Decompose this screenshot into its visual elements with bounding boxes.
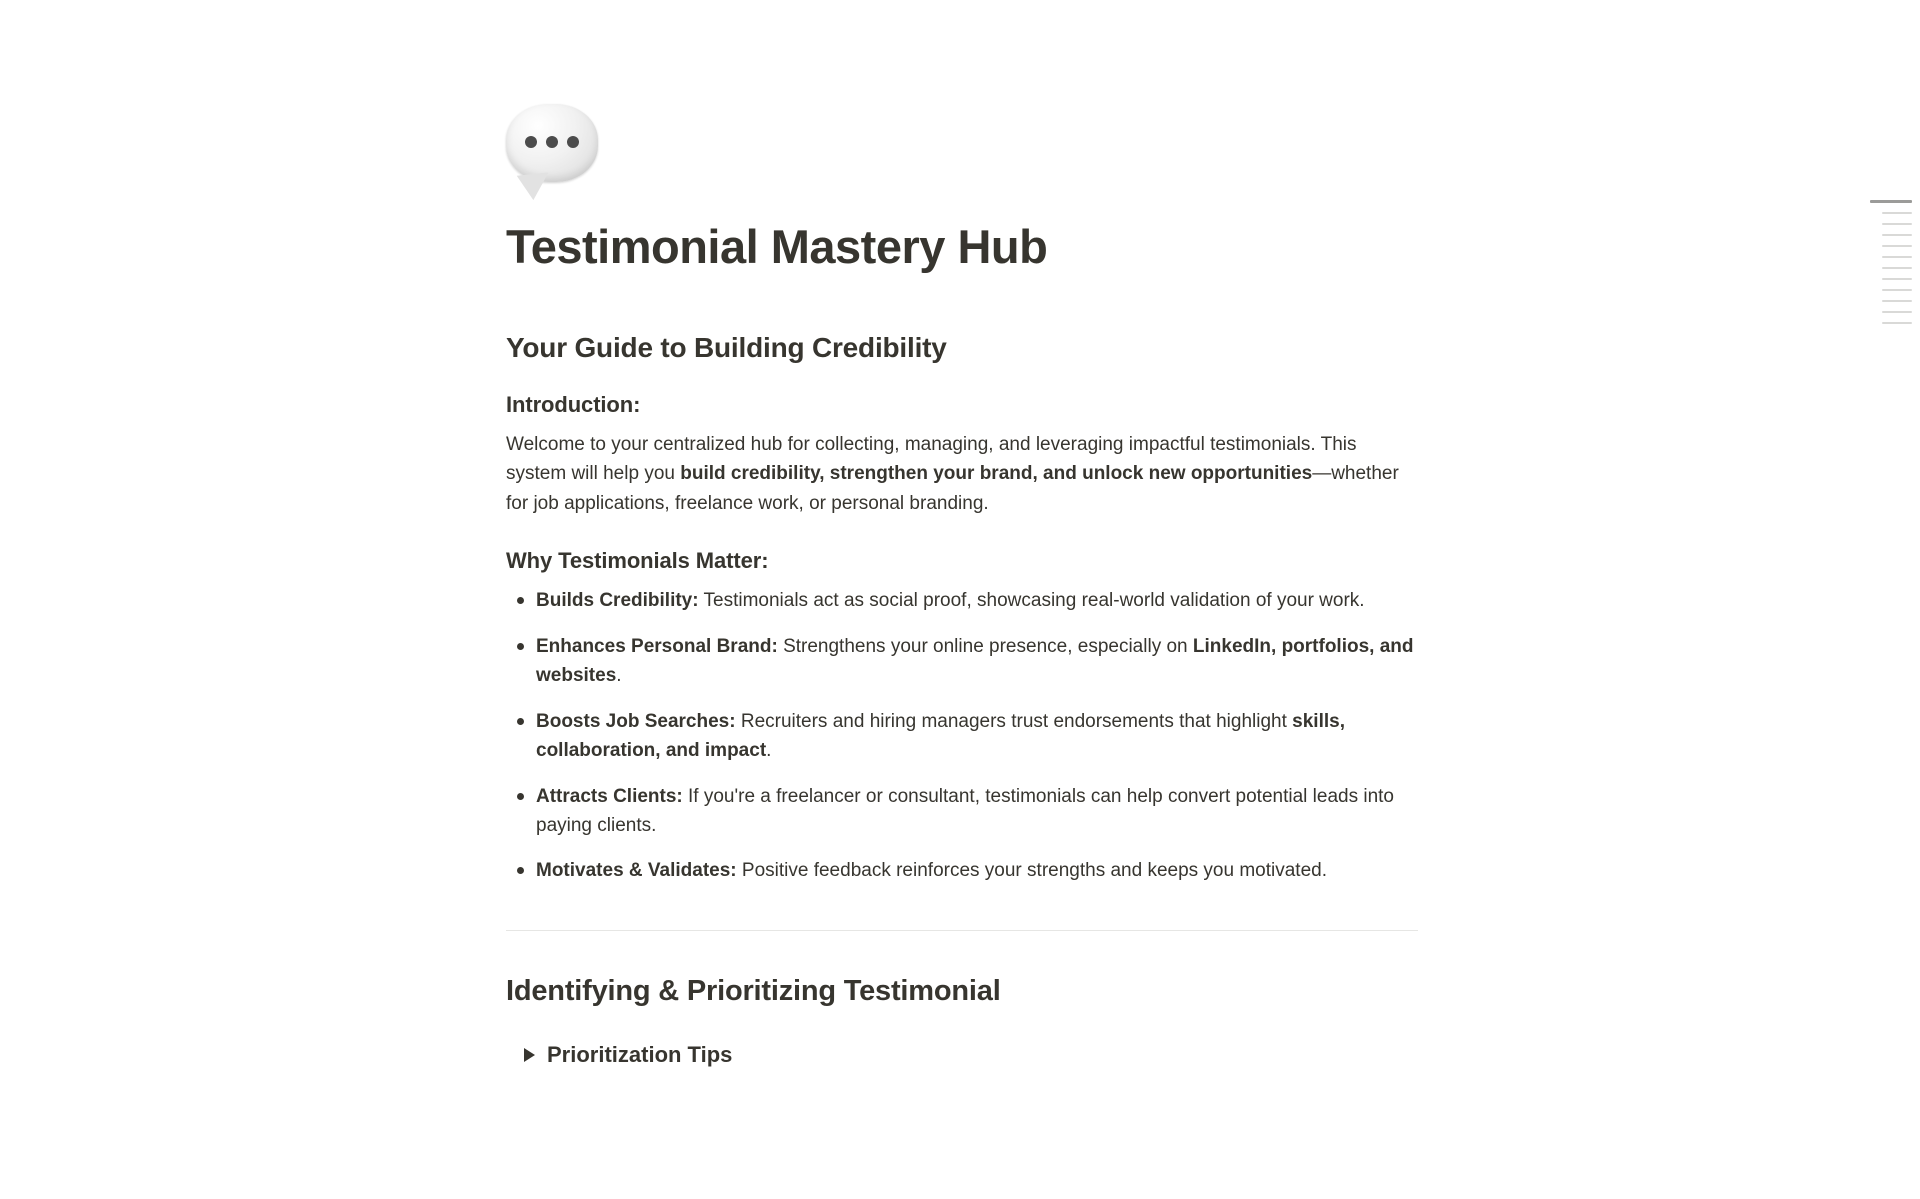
list-item-label: Boosts Job Searches: (536, 710, 736, 732)
toggle-label: Prioritization Tips (547, 1041, 733, 1067)
list-item[interactable] (506, 782, 1418, 841)
list-item-text: Positive feedback reinforces your strengths and keeps you motivated. (736, 860, 1327, 882)
identifying-section-heading[interactable]: Identifying & Prioritizing Testimonial (506, 974, 1001, 1007)
list-item-label: Builds Credibility: (536, 590, 699, 612)
list-item-text: Strengthens your online presence, especially on (777, 635, 1193, 657)
intro-text-1: Welcome to your centralized hub for collecting, managing, and leveraging impactful testimonials. This system will help you (506, 434, 1357, 485)
list-item-text: Recruiters and hiring managers trust endorsements that highlight (735, 710, 1293, 732)
intro-text-bold: build credibility, strengthen your brand, and unlock new opportunities (680, 463, 1313, 485)
list-item-bold-tail: LinkedIn, portfolios, and websites (536, 635, 1414, 687)
list-item-text: If you're a freelancer or consultant, testimonials can help convert potential leads into paying clients. (536, 785, 1394, 836)
scroll-minimap[interactable] (1864, 200, 1912, 324)
chevron-right-icon[interactable] (524, 1048, 535, 1062)
section-divider (506, 930, 1418, 931)
why-testimonials-heading[interactable]: Why Testimonials Matter: (506, 548, 769, 574)
introduction-heading[interactable]: Introduction: (506, 392, 641, 418)
toggle-prioritization-tips[interactable] (506, 1042, 1418, 1068)
ellipsis-dots (525, 136, 579, 148)
speech-bubble-shape (506, 104, 598, 182)
list-item[interactable] (506, 856, 1418, 885)
list-item[interactable] (506, 707, 1418, 766)
list-item-label: Enhances Personal Brand: (536, 635, 778, 657)
list-item-tail-end: . (616, 665, 622, 687)
speech-bubble-icon[interactable] (506, 104, 602, 200)
page-subtitle[interactable]: Your Guide to Building Credibility (506, 332, 947, 364)
introduction-paragraph[interactable] (506, 430, 1418, 518)
list-item-bold-tail: skills, collaboration, and impact (536, 710, 1345, 762)
list-item-label: Attracts Clients: (536, 785, 683, 807)
intro-text-2: —whether for job applications, freelance work, or personal branding. (506, 463, 1399, 514)
list-item[interactable] (506, 586, 1418, 615)
why-testimonials-list (506, 586, 1418, 886)
list-item-tail-end: . (766, 740, 772, 762)
page-title[interactable]: Testimonial Mastery Hub (506, 220, 1048, 273)
list-item-label: Motivates & Validates: (536, 860, 737, 882)
list-item-text: Testimonials act as social proof, showcasing real-world validation of your work. (698, 590, 1365, 612)
document-content (506, 0, 1418, 1068)
list-item[interactable] (506, 632, 1418, 691)
